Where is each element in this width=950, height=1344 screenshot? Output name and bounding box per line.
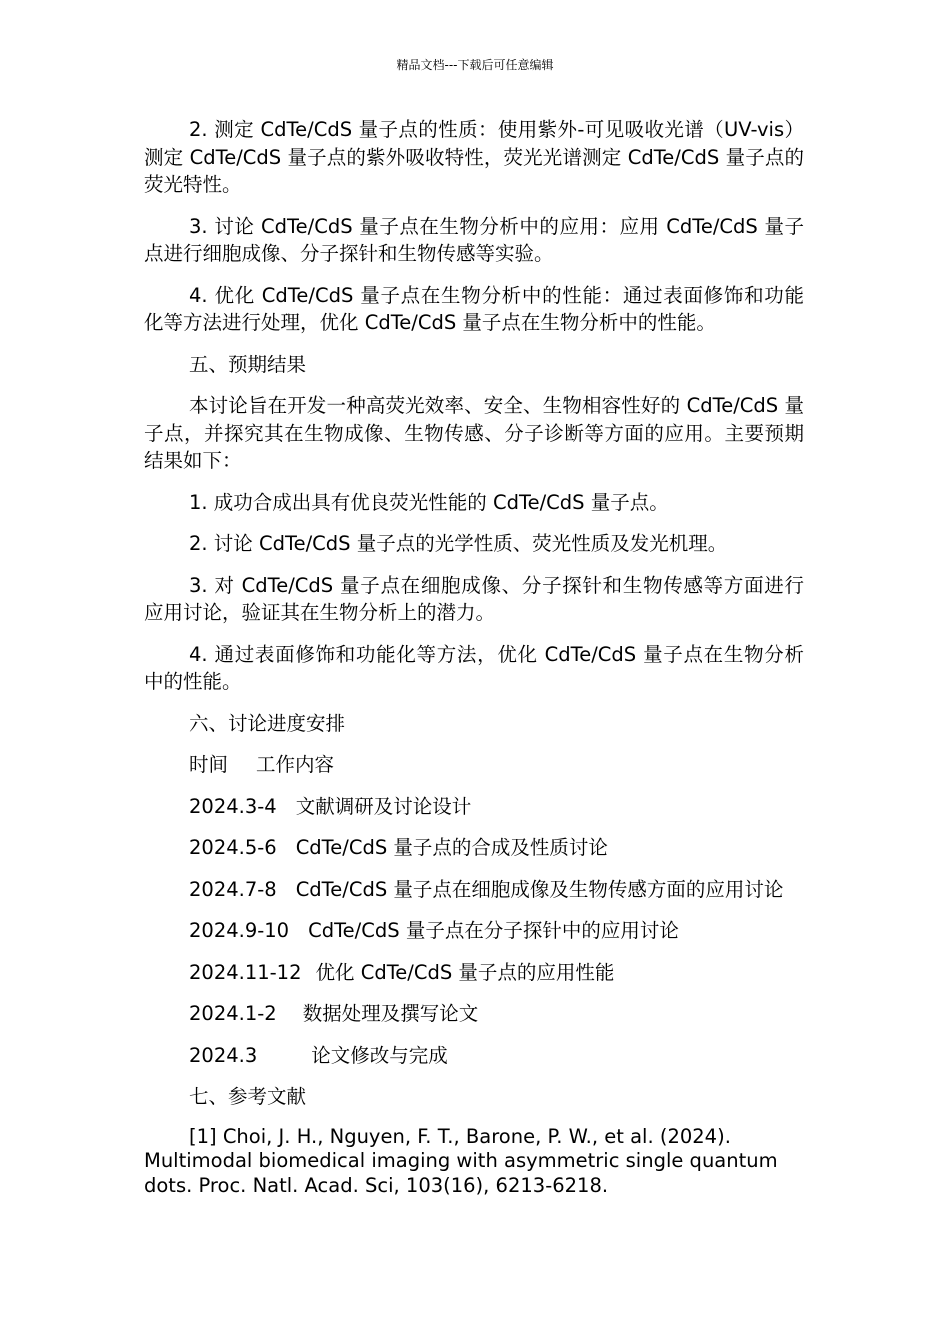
schedule-time: 2024.11-12	[189, 960, 302, 984]
schedule-time: 2024.1-2	[189, 1002, 277, 1025]
paragraph-method-3: 3. 讨论 CdTe/CdS 量子点在生物分析中的应用：应用 CdTe/CdS 量子点进行细胞成像、分子探针和生物传感等实验。	[144, 214, 804, 265]
schedule-row	[144, 1000, 804, 1028]
schedule-row	[144, 876, 804, 904]
schedule-header-time: 时间	[189, 753, 229, 776]
schedule-content: CdTe/CdS 量子点在细胞成像及生物传感方面的应用讨论	[295, 877, 784, 901]
schedule-row	[144, 793, 804, 821]
schedule-row	[144, 959, 804, 987]
section-heading-references: 七、参考文献	[189, 1085, 307, 1108]
expected-result-1: 1. 成功合成出具有优良荧光性能的 CdTe/CdS 量子点。	[189, 490, 669, 514]
schedule-content: 文献调研及讨论设计	[295, 794, 472, 818]
paragraph-method-2: 2. 测定 CdTe/CdS 量子点的性质：使用紫外-可见吸收光谱（UV-vis）测定 CdTe/CdS 量子点的紫外吸收特性，荧光光谱测定 CdTe/CdS 量子点的荧光特性。	[144, 118, 804, 196]
schedule-content: 论文修改与完成	[311, 1043, 448, 1067]
schedule-row	[144, 834, 804, 862]
document-body	[144, 116, 804, 1212]
schedule-content: CdTe/CdS 量子点的合成及性质讨论	[295, 836, 608, 859]
section-heading-expected-results: 五、预期结果	[189, 352, 307, 376]
expected-result-4: 4. 通过表面修饰和功能化等方法，优化 CdTe/CdS 量子点在生物分析中的性能。	[144, 642, 804, 693]
section-heading-schedule: 六、讨论进度安排	[189, 711, 346, 735]
paragraph-expected-intro: 本讨论旨在开发一种高荧光效率、安全、生物相容性好的 CdTe/CdS 量子点，并探究其在生物成像、生物传感、分子诊断等方面的应用。主要预期结果如下：	[144, 394, 804, 472]
schedule-time: 2024.3	[189, 1043, 258, 1067]
schedule-header-content: 工作内容	[256, 753, 335, 776]
schedule-row	[144, 1042, 804, 1070]
paragraph-method-4: 4. 优化 CdTe/CdS 量子点在生物分析中的性能：通过表面修饰和功能化等方法进行处理，优化 CdTe/CdS 量子点在生物分析中的性能。	[144, 283, 804, 334]
schedule-time: 2024.3-4	[189, 794, 277, 818]
schedule-content: CdTe/CdS 量子点在分子探针中的应用讨论	[308, 919, 679, 942]
schedule-time: 2024.7-8	[189, 877, 277, 901]
reference-item: [1] Choi, J. H., Nguyen, F. T., Barone, P. W., et al. (2024). Multimodal biomedical imaging with asymmetric single quantum dots. Proc. Natl. Acad. Sci, 103(16), 6213-6218.	[144, 1124, 778, 1197]
schedule-time: 2024.9-10	[189, 919, 290, 942]
expected-result-3: 3. 对 CdTe/CdS 量子点在细胞成像、分子探针和生物传感等方面进行应用讨论，验证其在生物分析上的潜力。	[144, 573, 804, 624]
schedule-content: 数据处理及撰写论文	[302, 1002, 479, 1025]
expected-result-2: 2. 讨论 CdTe/CdS 量子点的光学性质、荧光性质及发光机理。	[189, 532, 728, 555]
schedule-header-row	[144, 751, 804, 779]
schedule-row	[144, 917, 804, 945]
schedule-time: 2024.5-6	[189, 836, 277, 859]
schedule-content: 优化 CdTe/CdS 量子点的应用性能	[315, 960, 615, 984]
page-header: 精品文档---下载后可任意编辑	[396, 58, 554, 72]
